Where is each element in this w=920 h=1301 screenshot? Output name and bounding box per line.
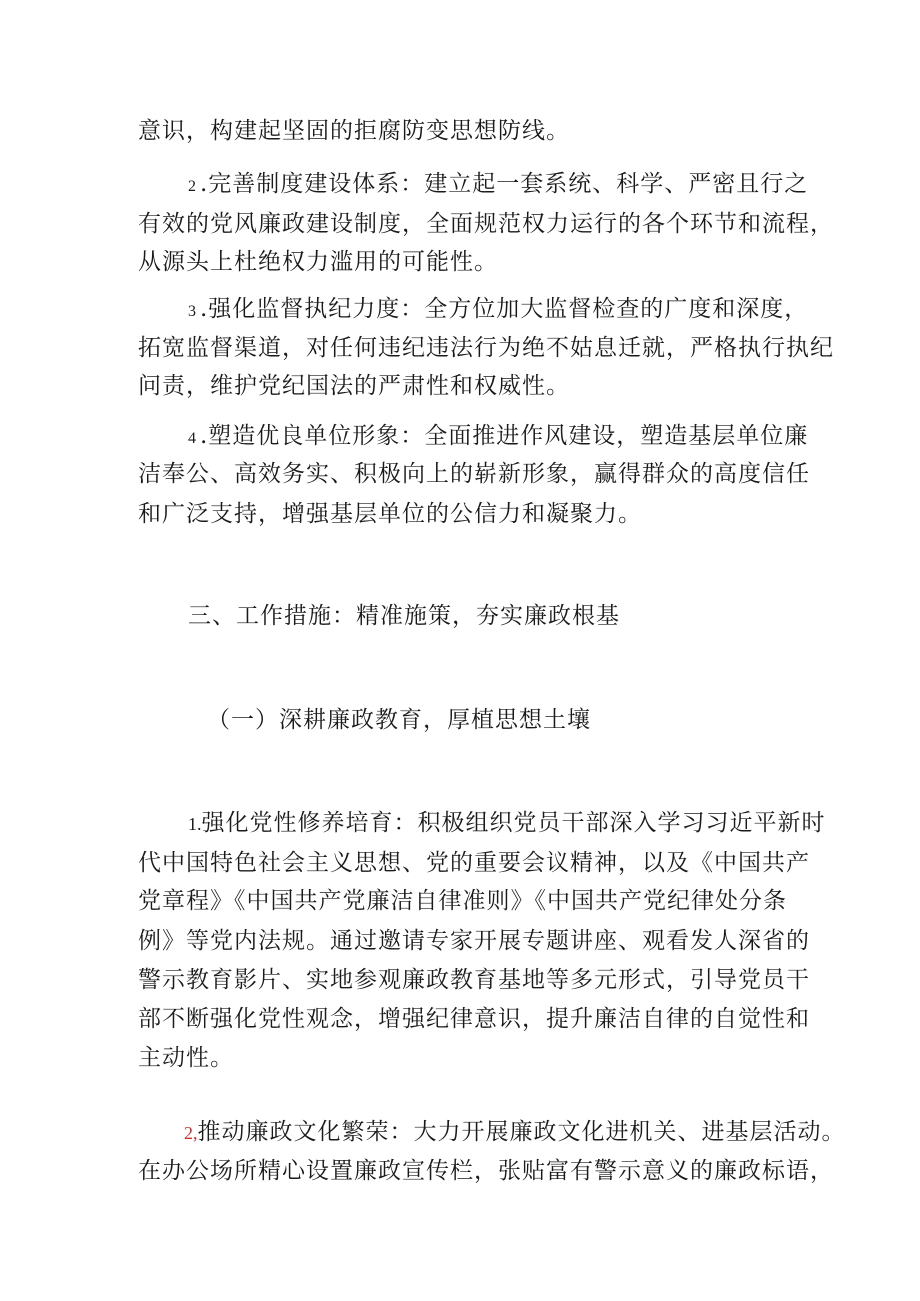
text-line: 洁奉公、高效务实、积极向上的崭新形象，赢得群众的高度信任 <box>138 461 810 487</box>
text-line: 和广泛支持，增强基层单位的公信力和凝聚力。 <box>138 501 642 527</box>
text-line: 警示教育影片、实地参观廉政教育基地等多元形式，引导党员干 <box>138 967 810 993</box>
measure-2-line-1 <box>184 1117 846 1148</box>
list-number: 2, <box>184 1123 198 1143</box>
text-line: 部不断强化党性观念，增强纪律意识，提升廉洁自律的自觉性和 <box>138 1006 810 1032</box>
list-number: 2 <box>188 178 196 195</box>
text: 强化党性修养培育：积极组织党员干部深入学习习近平新时 <box>201 810 826 836</box>
text-line: 在办公场所精心设置廉政宣传栏，张贴富有警示意义的廉政标语， <box>138 1158 834 1184</box>
text-line: 例》等党内法规。通过邀请专家开展专题讲座、观看发人深省的 <box>138 928 810 954</box>
text-line: 主动性。 <box>138 1045 234 1071</box>
text-line: 问责，维护党纪国法的严肃性和权威性。 <box>138 373 570 399</box>
list-item-2-line-1 <box>188 169 809 202</box>
text: .强化监督执纪力度：全方位加大监督检查的广度和深度， <box>200 296 809 322</box>
subsection-heading: （一）深耕廉政教育，厚植思想土壤 <box>207 707 591 733</box>
list-number: 4 <box>188 430 196 447</box>
text: .塑造优良单位形象：全面推进作风建设，塑造基层单位廉 <box>200 423 809 449</box>
list-number: 1. <box>188 814 202 834</box>
list-number: 3 <box>188 303 196 320</box>
text-line: 意识，构建起坚固的拒腐防变思想防线。 <box>138 118 570 144</box>
text: 推动廉政文化繁荣：大力开展廉政文化进机关、进基层活动。 <box>197 1119 846 1145</box>
text: .完善制度建设体系：建立起一套系统、科学、严密且行之 <box>200 171 809 197</box>
measure-1-line-1 <box>188 808 826 839</box>
text-line: 从源头上杜绝权力滥用的可能性。 <box>138 249 498 275</box>
section-heading: 三、工作措施：精准施策，夯实廉政根基 <box>188 603 620 629</box>
text-line: 拓宽监督渠道，对任何违纪违法行为绝不姑息迁就，严格执行执纪 <box>138 335 834 361</box>
text-line: 党章程》《中国共产党廉洁自律准则》《中国共产党纪律处分条 <box>138 888 787 914</box>
list-item-4-line-1 <box>188 421 809 454</box>
text-line: 有效的党风廉政建设制度，全面规范权力运行的各个环节和流程， <box>138 211 834 237</box>
list-item-3-line-1 <box>188 294 809 327</box>
text-line: 代中国特色社会主义思想、党的重要会议精神，以及《中国共产 <box>138 850 810 876</box>
